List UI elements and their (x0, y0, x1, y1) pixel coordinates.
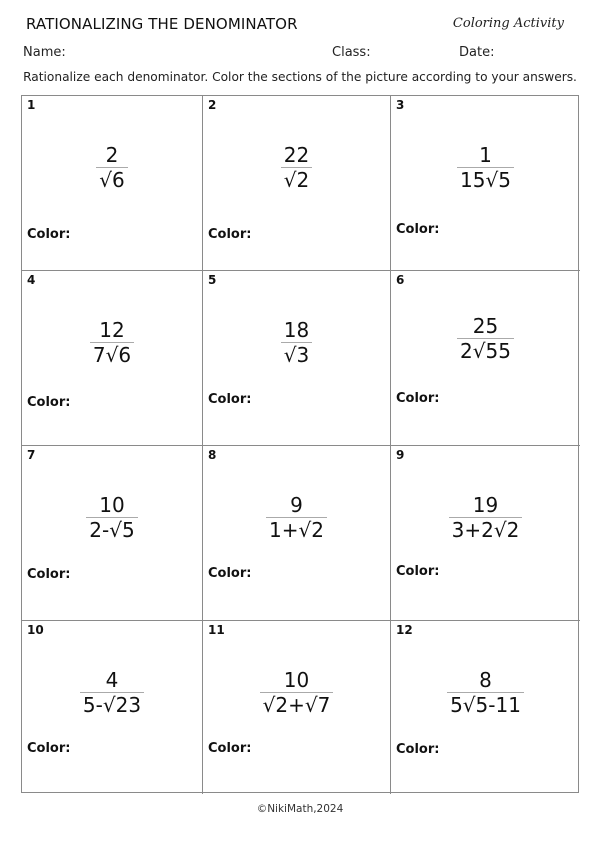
date-field-label: Date: (459, 45, 495, 60)
worksheet-title: RATIONALIZING THE DENOMINATOR (26, 15, 298, 33)
color-label: Color: (27, 227, 71, 242)
numerator: 12 (99, 318, 125, 342)
problem-cell-6 (391, 271, 580, 446)
fraction (203, 669, 390, 716)
color-label: Color: (208, 566, 252, 581)
denominator: √3 (283, 343, 310, 367)
color-label: Color: (208, 741, 252, 756)
worksheet-subtitle: Coloring Activity (452, 16, 564, 31)
copyright-footer: ©NikiMath,2024 (256, 803, 344, 815)
denominator: √6 (99, 168, 125, 192)
problem-grid (21, 95, 579, 793)
numerator: 18 (283, 318, 310, 342)
problem-number: 10 (27, 623, 44, 637)
problem-cell-3 (391, 96, 580, 271)
problem-cell-8 (203, 446, 391, 621)
denominator: 7√6 (92, 343, 132, 367)
color-label: Color: (27, 567, 71, 582)
problem-cell-11 (203, 621, 391, 794)
denominator: √2+√7 (262, 693, 331, 717)
numerator: 1 (479, 143, 492, 167)
problem-number: 2 (208, 98, 217, 112)
problem-number: 11 (208, 623, 225, 637)
fraction (391, 669, 580, 716)
problem-number: 1 (27, 98, 36, 112)
fraction (203, 319, 390, 366)
color-label: Color: (27, 395, 71, 410)
problem-number: 8 (208, 448, 217, 462)
denominator: 5-√23 (82, 693, 142, 717)
fraction (391, 494, 580, 541)
color-label: Color: (396, 222, 440, 237)
problem-number: 3 (396, 98, 405, 112)
problem-cell-4 (22, 271, 203, 446)
numerator: 4 (105, 668, 119, 692)
problem-cell-9 (391, 446, 580, 621)
denominator: 3+2√2 (451, 518, 520, 542)
color-label: Color: (396, 742, 440, 757)
fraction (22, 669, 202, 716)
denominator: 2-√5 (89, 518, 135, 542)
problem-cell-2 (203, 96, 391, 271)
problem-cell-5 (203, 271, 391, 446)
color-label: Color: (396, 391, 440, 406)
class-field-label: Class: (332, 45, 371, 60)
problem-number: 7 (27, 448, 36, 462)
instructions: Rationalize each denominator. Color the sections of the picture according to your answers. (23, 70, 577, 84)
numerator: 10 (99, 493, 125, 517)
name-field-label: Name: (23, 45, 66, 60)
numerator: 22 (283, 143, 310, 167)
fraction (22, 319, 202, 366)
numerator: 2 (105, 143, 119, 167)
color-label: Color: (396, 564, 440, 579)
problem-cell-7 (22, 446, 203, 621)
numerator: 10 (283, 668, 310, 692)
denominator: 15√5 (460, 168, 511, 192)
denominator: 1+√2 (269, 518, 324, 542)
fraction (391, 315, 580, 362)
denominator: 2√55 (460, 339, 511, 363)
fraction (22, 494, 202, 541)
numerator: 19 (472, 493, 499, 517)
fraction (391, 144, 580, 191)
numerator: 25 (472, 314, 499, 338)
color-label: Color: (27, 741, 71, 756)
problem-number: 4 (27, 273, 36, 287)
problem-number: 5 (208, 273, 217, 287)
problem-number: 6 (396, 273, 405, 287)
problem-cell-1 (22, 96, 203, 271)
fraction (203, 494, 390, 541)
problem-number: 9 (396, 448, 405, 462)
denominator: 5√5-11 (450, 693, 521, 717)
problem-number: 12 (396, 623, 413, 637)
color-label: Color: (208, 227, 252, 242)
fraction (203, 144, 390, 191)
numerator: 9 (290, 493, 303, 517)
problem-cell-12 (391, 621, 580, 794)
fraction (22, 144, 202, 191)
color-label: Color: (208, 392, 252, 407)
denominator: √2 (283, 168, 310, 192)
numerator: 8 (479, 668, 492, 692)
problem-cell-10 (22, 621, 203, 794)
